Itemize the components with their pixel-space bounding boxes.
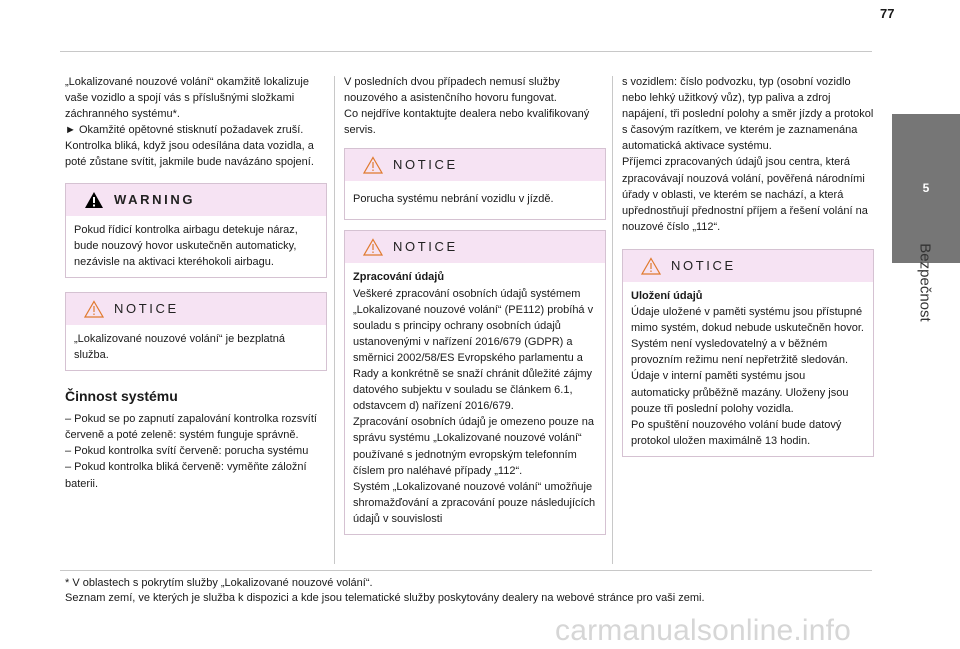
warning-box <box>65 183 327 278</box>
notice-content <box>345 263 605 534</box>
notice-box <box>65 292 327 371</box>
notice-text: Veškeré zpracování osobních údajů systémem „Lokalizované nouzové volání“ (PE112) probíhá v souladu s principy ochrany osobních údajů ustanovenými v nařízení 2016/679 (GDPR) a směrnici 2002/58/ES Evropského parlamentu a Rady a konkrétně se snaží chránit důležité zájmy datového subjektu v souladu se článkem 6.1, odstavcem d) nařízení 2016/679. Zpracování osobních údajů je omezeno pouze na správu systému „Lokalizované nouzové volání“ používané s jednotným evropským telefonním číslem pro naléhavé případy „112“. Systém „Lokalizované nouzové volání“ umožňuje shromažďování a zpracování pouze následujících údajů v souvislosti <box>353 287 596 525</box>
section-text: – Pokud se po zapnutí zapalování kontrolka rozsvítí červeně a poté zeleně: systém funguje správně. – Pokud kontrolka svítí červeně: porucha systému – Pokud kontrolka bliká červeně: vyměňte záložní baterii. <box>65 413 317 490</box>
notice-box <box>344 148 606 220</box>
notice-label: NOTICE <box>393 157 458 173</box>
chapter-number: 5 <box>922 181 930 195</box>
notice-header <box>623 250 873 282</box>
page-number: 77 <box>880 6 895 21</box>
warning-text: Pokud řídicí kontrolka airbagu detekuje náraz, bude nouzový hovor uskutečněn automaticky, nezávisle na aktivaci kteréhokoli airbagu. <box>74 223 298 268</box>
bottom-divider <box>60 570 872 571</box>
notice-box <box>622 249 874 457</box>
section-heading: Činnost systému <box>65 388 178 405</box>
col1-intro: „Lokalizované nouzové volání“ okamžitě lokalizuje vaše vozidlo a spojí vás s příslušnými složkami záchranného systému*. ► Okamžité opětovné stisknutí požadavek zruší. Kontrolka bliká, když jsou odesílána data vozidla, a poté zůstane svítit, jakmile bude navázáno spojení. <box>65 76 314 169</box>
notice-text: „Lokalizované nouzové volání“ je bezplatná služba. <box>74 332 285 361</box>
col2-intro: V posledních dvou případech nemusí služby nouzového a asistenčního hovoru fungovat. Co nejdříve kontaktujte dealera nebo kvalifikovaný servis. <box>344 76 590 137</box>
notice-label: NOTICE <box>393 239 458 255</box>
footnote: * V oblastech s pokrytím služby „Lokalizované nouzové volání“. Seznam zemí, ve kterých je služba k dispozici a kde jsou telematické služby poskytovány dealery na webové stránce pro vaši zemi. <box>65 577 705 604</box>
notice-heading: Uložení údajů <box>631 289 703 302</box>
column-1 <box>65 74 327 492</box>
notice-header <box>345 231 605 263</box>
notice-icon <box>641 257 661 275</box>
watermark: carmanualsonline.info <box>555 614 852 647</box>
notice-header <box>345 149 605 181</box>
notice-icon <box>363 238 383 256</box>
notice-icon <box>363 156 383 174</box>
column-divider <box>334 76 335 564</box>
notice-header <box>66 293 326 325</box>
warning-header <box>66 184 326 216</box>
notice-box <box>344 230 606 535</box>
notice-label: NOTICE <box>114 300 179 316</box>
notice-icon <box>84 300 104 318</box>
column-2 <box>344 74 606 535</box>
column-divider <box>612 76 613 564</box>
notice-text: Porucha systému nebrání vozidlu v jízdě. <box>353 193 554 206</box>
warning-icon <box>84 191 104 209</box>
notice-text: Údaje uložené v paměti systému jsou přístupné mimo systém, dokud nebude uskutečněn hovor. Systém není vysledovatelný a v běžném provozním režimu není nepřetržitě sledován. Údaje v interní paměti systému jsou automaticky průběžně mazány. Uloženy jsou pouze tři poslední polohy vozidla. Po spuštění nouzového volání bude datový protokol uložen maximálně 13 hodin. <box>631 306 864 447</box>
top-divider <box>60 51 872 52</box>
chapter-title: Bezpečnost <box>916 243 934 322</box>
notice-label: NOTICE <box>671 257 736 273</box>
notice-heading: Zpracování údajů <box>353 271 445 284</box>
warning-label: WARNING <box>114 191 196 207</box>
notice-content <box>623 282 873 456</box>
column-3 <box>622 74 874 457</box>
col3-continuation: s vozidlem: číslo podvozku, typ (osobní vozidlo nebo lehký užitkový vůz), typ paliva a zdroj napájení, tři poslední polohy a směr jízdy a protokol s časovým razítkem, ve kterém je zaznamenána automatická aktivace systému. Příjemci zpracovaných údajů jsou centra, která zpracovávají nouzová volání, pověřená národními úřady v oblasti, ve kterém se nachází, a která upřednostňují přednostní příjem a řešení volání na nouzové číslo „112“. <box>622 76 874 233</box>
